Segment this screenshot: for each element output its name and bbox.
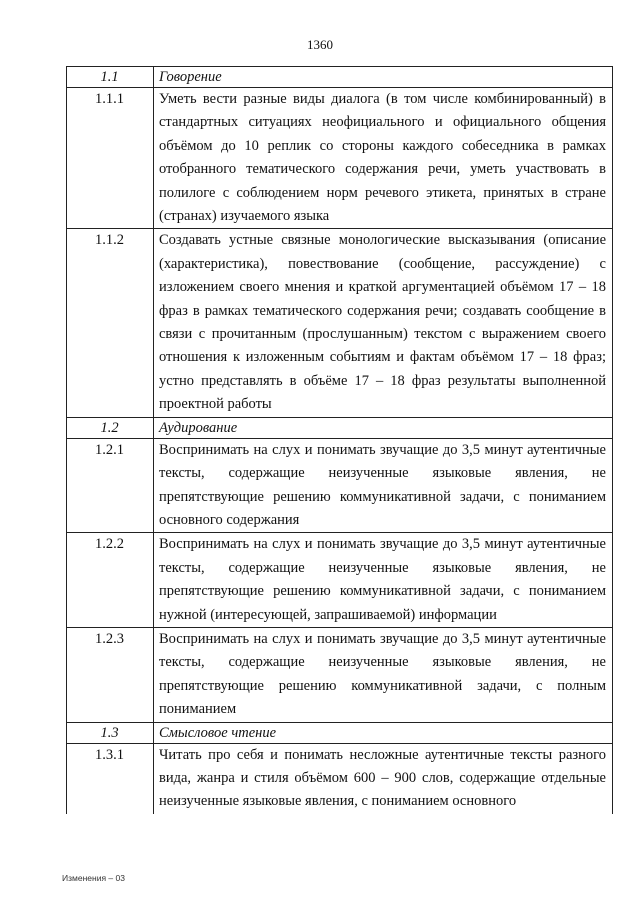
section-number: 1.2	[67, 417, 154, 438]
page-number: 1360	[307, 37, 333, 52]
table-row-section	[67, 67, 613, 88]
section-title: Аудирование	[154, 417, 613, 438]
item-number: 1.2.2	[67, 533, 154, 628]
table-row	[67, 438, 613, 533]
section-number: 1.1	[67, 67, 154, 88]
item-number: 1.3.1	[67, 743, 154, 814]
table-row-section	[67, 417, 613, 438]
table-row	[67, 743, 613, 814]
item-number: 1.1.1	[67, 88, 154, 229]
table-row	[67, 627, 613, 722]
item-text: Уметь вести разные виды диалога (в том числе комбинированный) в стандартных ситуациях неофициального и официального общения объёмом до 10 реплик со стороны каждого собеседника в рамках отобранного тематического содержания речи, уметь участвовать в полилоге с соблюдением норм речевого этикета, принятых в стране (странах) изучаемого языка	[154, 88, 613, 229]
table-row-section	[67, 722, 613, 743]
item-number: 1.2.3	[67, 627, 154, 722]
item-text: Создавать устные связные монологические высказывания (описание (характеристика), повествование (сообщение, рассуждение) с изложением своего мнения и краткой аргументацией объёмом 17 – 18 фраз в рамках тематического содержания речи; создавать сообщение в связи с прочитанным (прослушанным) текстом с выражением своего отношения к изложенным событиям и фактам объёмом 17 – 18 фраз; устно представлять в объёме 17 – 18 фраз результаты выполненной проектной работы	[154, 229, 613, 417]
section-title: Смысловое чтение	[154, 722, 613, 743]
table-row	[67, 533, 613, 628]
table-row	[67, 88, 613, 229]
requirements-table	[66, 66, 613, 814]
item-text: Воспринимать на слух и понимать звучащие до 3,5 минут аутентичные тексты, содержащие неизученные языковые явления, не препятствующие решению коммуникативной задачи, с полным пониманием	[154, 627, 613, 722]
footer-note: Изменения – 03	[62, 873, 125, 883]
item-number: 1.2.1	[67, 438, 154, 533]
item-number: 1.1.2	[67, 229, 154, 417]
item-text: Читать про себя и понимать несложные аутентичные тексты разного вида, жанра и стиля объёмом 600 – 900 слов, содержащие отдельные неизученные языковые явления, с пониманием основного	[154, 743, 613, 814]
section-title: Говорение	[154, 67, 613, 88]
table-row	[67, 229, 613, 417]
item-text: Воспринимать на слух и понимать звучащие до 3,5 минут аутентичные тексты, содержащие неизученные языковые явления, не препятствующие решению коммуникативной задачи, с пониманием нужной (интересующей, запрашиваемой) информации	[154, 533, 613, 628]
item-text: Воспринимать на слух и понимать звучащие до 3,5 минут аутентичные тексты, содержащие неизученные языковые явления, не препятствующие решению коммуникативной задачи, с пониманием основного содержания	[154, 438, 613, 533]
section-number: 1.3	[67, 722, 154, 743]
